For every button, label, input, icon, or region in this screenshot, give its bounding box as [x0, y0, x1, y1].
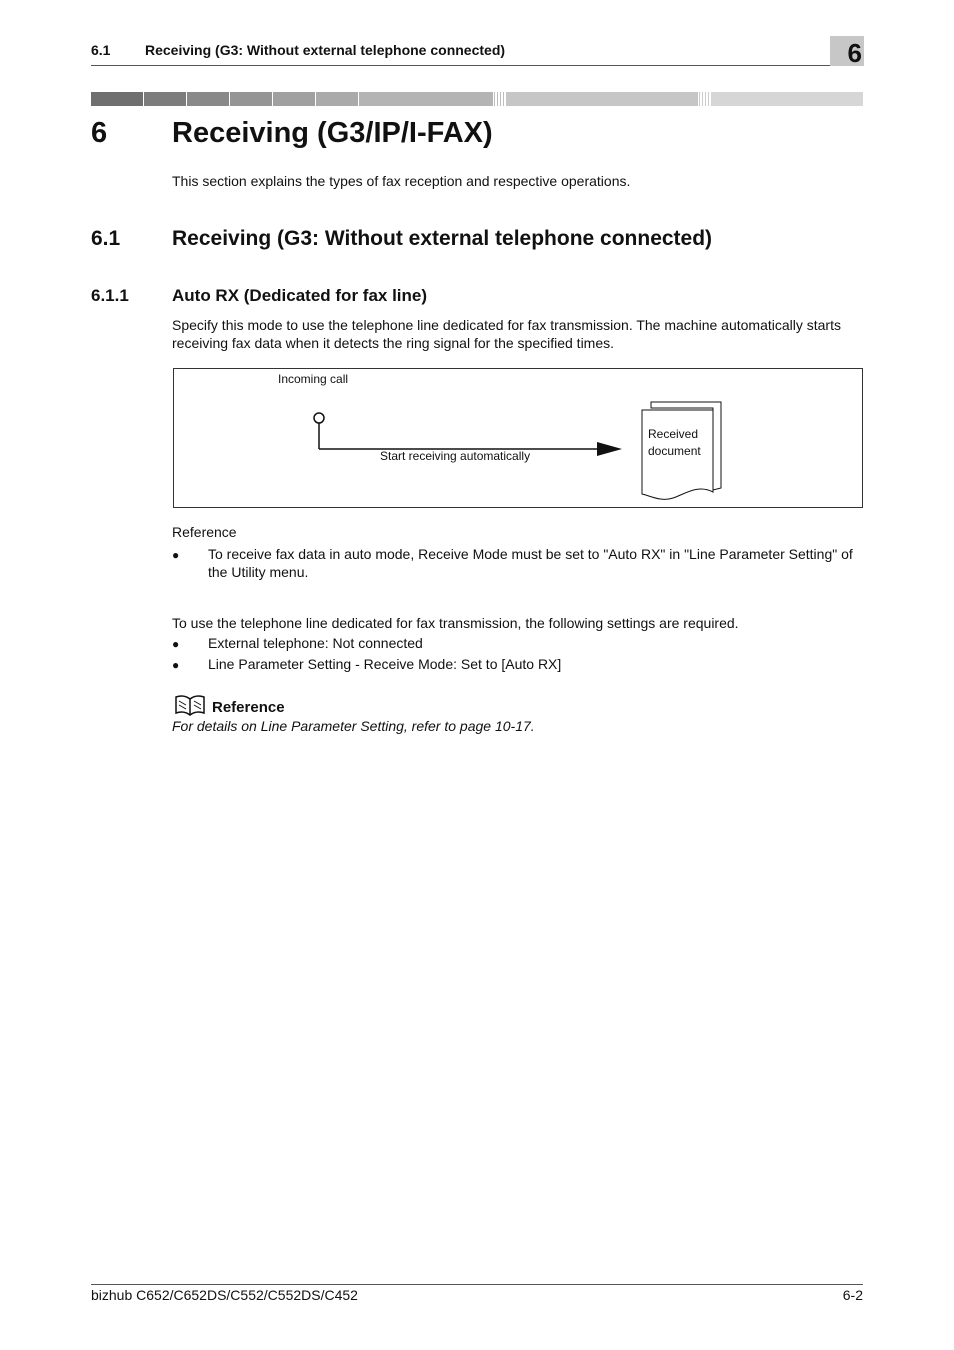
diagram-graphics: [173, 368, 863, 508]
footer-product: bizhub C652/C652DS/C552/C552DS/C452: [91, 1287, 358, 1303]
settings-paragraph: To use the telephone line dedicated for fax transmission, the following settings are required.: [172, 615, 739, 631]
subsection-paragraph: Specify this mode to use the telephone line dedicated for fax transmission. The machine automatically starts receiving fax data when it detects the ring signal for the specified times.: [172, 317, 841, 351]
footer-page-number: 6-2: [842, 1287, 863, 1303]
subsection-title: Auto RX (Dedicated for fax line): [172, 286, 428, 305]
bullet-dot: ●: [172, 658, 180, 672]
start-receiving-label: Start receiving automatically: [380, 449, 531, 463]
settings-bullet-item: Line Parameter Setting - Receive Mode: Set to [Auto RX]: [208, 656, 562, 672]
header-section-number: 6.1: [91, 42, 111, 58]
settings-bullet-item: External telephone: Not connected: [208, 635, 423, 651]
incoming-call-marker: [314, 413, 324, 423]
chapter-tab: 6: [830, 36, 864, 66]
section-title: Receiving (G3: Without external telephone connected): [172, 227, 713, 250]
header-section-title: Receiving (G3: Without external telephone connected): [145, 42, 506, 58]
chapter-title: Receiving (G3/IP/I-FAX): [172, 117, 493, 149]
book-icon: [173, 693, 207, 717]
footer-rule: [91, 1284, 863, 1285]
incoming-call-label: Incoming call: [278, 372, 349, 386]
subsection-number: 6.1.1: [91, 286, 129, 305]
chapter-number: 6: [91, 117, 108, 149]
reference-title: Reference: [212, 699, 285, 716]
header-rule: [91, 65, 863, 66]
reference-bullet-item: To receive fax data in auto mode, Receive Mode must be set to "Auto RX" in "Line Parameter Setting" of the Utility menu.: [208, 546, 853, 580]
section-number: 6.1: [91, 227, 121, 250]
reference-note-text: For details on Line Parameter Setting, refer to page 10-17.: [172, 718, 535, 734]
chapter-intro: This section explains the types of fax reception and respective operations.: [172, 173, 631, 189]
bullet-dot: ●: [172, 637, 180, 651]
bullet-dot: ●: [172, 548, 180, 562]
received-document-label: Received document: [648, 427, 701, 458]
reference-label: Reference: [172, 524, 237, 540]
receive-arrow-head: [597, 442, 622, 456]
decorative-bar: [91, 92, 863, 106]
